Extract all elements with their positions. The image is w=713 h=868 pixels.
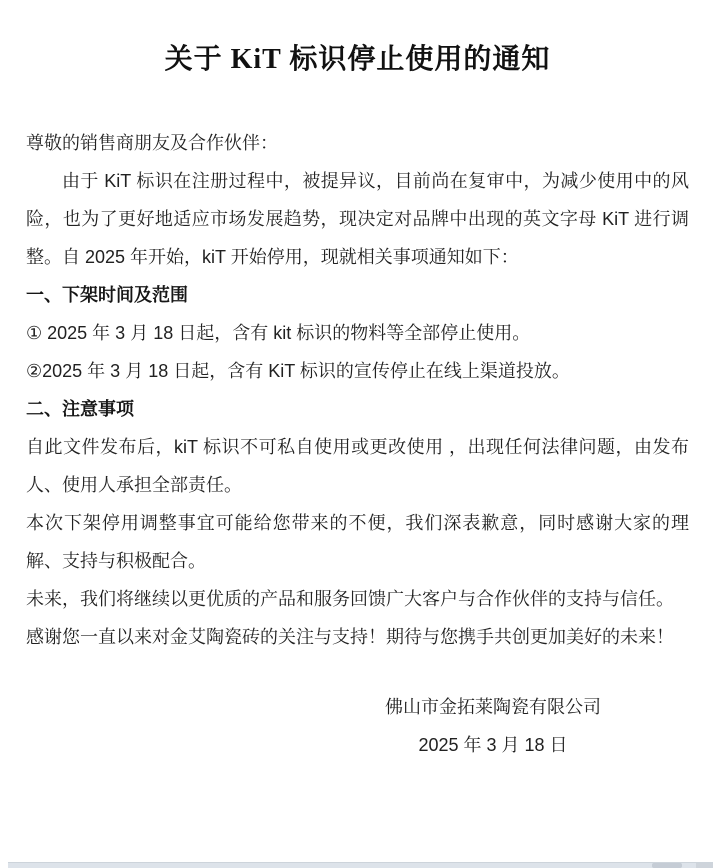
signature-block	[383, 688, 603, 764]
intro-paragraph: 由于 KiT 标识在注册过程中，被提异议，目前尚在复审中，为减少使用中的风险，也为了更好地适应市场发展趋势，现决定对品牌中出现的英文字母 KiT 进行调整。自 2025 年开始，kiT 开始停用，现就相关事项通知如下：	[26, 171, 689, 267]
list-item-2: ②2025 年 3 月 18 日起，含有 KiT 标识的宣传停止在线上渠道投放。	[26, 361, 570, 381]
document-body	[26, 124, 689, 656]
section-1-heading: 一、下架时间及范围	[26, 285, 188, 305]
body-paragraph-apology: 本次下架停用调整事宜可能给您带来的不便，我们深表歉意，同时感谢大家的理解、支持与积极配合。	[26, 513, 689, 571]
body-paragraph-thanks: 感谢您一直以来对金艾陶瓷砖的关注与支持！期待与您携手共创更加美好的未来！	[26, 627, 674, 647]
signature-date: 2025 年 3 月 18 日	[418, 735, 568, 755]
document-title: 关于 KiT 标识停止使用的通知	[164, 44, 551, 75]
bottom-bar-segment	[652, 863, 682, 868]
body-paragraph-future: 未来，我们将继续以更优质的产品和服务回馈广大客户与合作伙伴的支持与信任。	[26, 589, 674, 609]
greeting-line: 尊敬的销售商朋友及合作伙伴：	[26, 133, 278, 153]
list-item-1: ① 2025 年 3 月 18 日起，含有 kit 标识的物料等全部停止使用。	[26, 323, 531, 343]
body-paragraph-legal: 自此文件发布后，kiT 标识不可私自使用或更改使用 ，出现任何法律问题，由发布人、使用人承担全部责任。	[26, 437, 689, 495]
section-2-heading: 二、注意事项	[26, 399, 134, 419]
bottom-bar-corner	[696, 863, 713, 868]
signature-company: 佛山市金拓莱陶瓷有限公司	[385, 697, 601, 717]
bottom-edge-bar	[8, 862, 713, 868]
